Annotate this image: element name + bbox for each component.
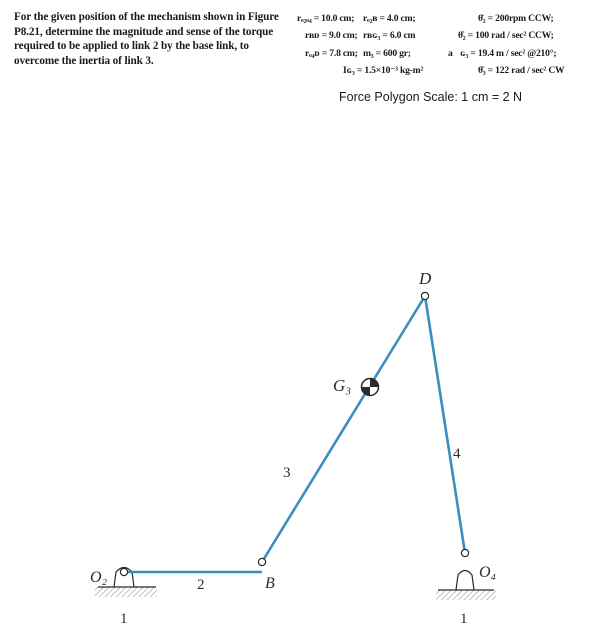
link-3 [262,296,425,562]
given-r-o4d: rₒ₄ᴅ = 7.8 cm; [305,48,358,59]
force-polygon-scale: Force Polygon Scale: 1 cm = 2 N [339,90,523,104]
joint-b [258,558,265,565]
label-g3: G₃ [333,376,352,395]
given-r-bg3: rʙɢ₃ = 6.0 cm [363,30,416,41]
problem-statement: For the given position of the mechanism shown in Figure P8.21, determine the magnitude and sense of the torque required to be applied to link 2 by the base link, to overcome the inertia of link 3. [14,11,279,67]
label-b: B [265,575,275,592]
center-of-mass-icon [362,379,379,396]
label-link4: 4 [453,446,461,462]
joint-o4 [461,549,468,556]
ground-right-hatch [436,590,496,600]
label-d: D [419,269,432,288]
pivot-bracket-o4 [456,571,474,591]
label-link3: 3 [283,465,291,481]
ground-left-hatch [95,587,157,597]
label-link1-left: 1 [120,611,128,627]
joint-d [421,292,428,299]
given-i-g3: Iɢ₃ = 1.5×10⁻³ kg-m² [343,65,424,76]
joint-o2 [120,568,127,575]
label-o2: O₂ [90,569,108,586]
given-a-g3: a⃗ɢ₃ = 19.4 m / sec² @210°; [448,48,557,59]
given-theta3-ddot: θ̈₃ = 122 rad / sec² CW [478,65,565,76]
given-theta2-dot: θ̇₂ = 200rpm CCW; [478,13,554,24]
label-link1-right: 1 [460,611,468,627]
given-theta2-ddot: θ̈₂ = 100 rad / sec² CCW; [458,30,554,41]
label-o4: O₄ [479,564,497,581]
link-4 [425,296,465,553]
given-m3: m₃ = 600 gr; [363,48,411,59]
given-r-o2b: rₒ₂ʙ = 4.0 cm; [363,13,416,24]
given-r-bd: rʙᴅ = 9.0 cm; [305,30,358,41]
label-link2: 2 [197,577,205,593]
given-r-o2o4: rₒ₂ₒ₄ = 10.0 cm; [297,13,355,24]
